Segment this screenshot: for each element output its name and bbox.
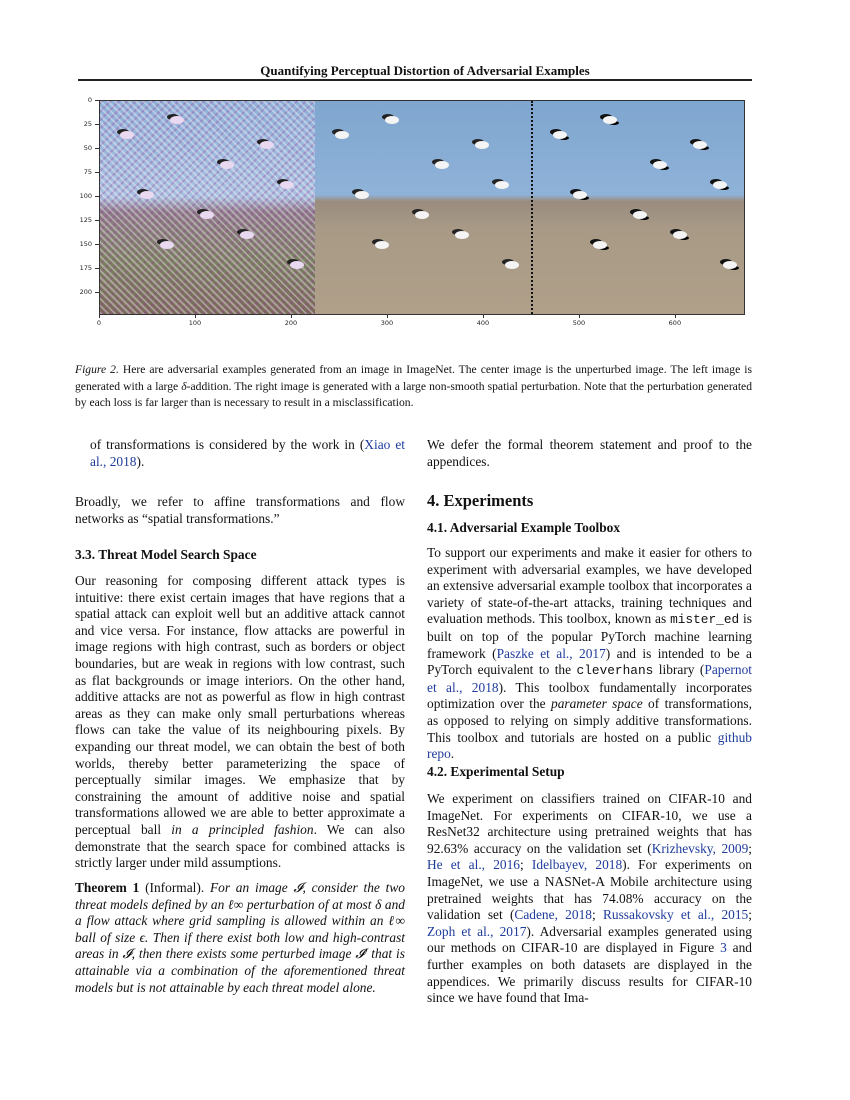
text-segment: of transformations is considered by the work in ( <box>90 437 365 452</box>
bird-shape <box>593 241 607 249</box>
y-tick-mark <box>95 124 99 125</box>
text-segment: ). This toolbox fundamentally incorporates optimization over the <box>427 679 752 712</box>
text-segment: ) and is intended to be a PyTorch equivalent to the <box>427 645 753 678</box>
y-tick-label: 50 <box>83 143 92 152</box>
list-continuation <box>90 437 405 470</box>
text-segment: library ( <box>653 662 705 678</box>
figure-2-image <box>99 100 745 315</box>
x-tick-label: 400 <box>476 319 490 327</box>
bird-shape <box>120 131 134 139</box>
x-tick-label: 200 <box>284 319 298 327</box>
section-heading-3-3: 3.3. Threat Model Search Space <box>75 547 257 562</box>
bird-shape <box>723 261 737 269</box>
y-tick-mark <box>95 148 99 149</box>
header-rule <box>78 79 752 81</box>
y-tick-label: 25 <box>83 119 92 128</box>
bird-shape <box>673 231 687 239</box>
paragraph-toolbox <box>427 545 752 763</box>
bird-shape <box>415 211 429 219</box>
citation-link[interactable]: Krizhevsky, 2009 <box>651 840 749 856</box>
figure-caption <box>75 362 752 412</box>
unperturbed-image <box>315 101 531 314</box>
citation-link[interactable]: Papernot et al., 2018 <box>427 662 752 695</box>
text-segment: and further examples on both datasets are displayed in the appendices. We primarily discuss results for CIFAR-10 since we have found that Ima- <box>427 940 752 1006</box>
bird-shape <box>633 211 647 219</box>
bird-shape <box>240 231 254 239</box>
text-segment: ). <box>136 453 145 469</box>
bird-shape <box>385 116 399 124</box>
bird-shape <box>140 191 154 199</box>
y-tick-label: 150 <box>79 239 92 248</box>
x-tick-label: 0 <box>96 319 102 327</box>
section-heading-4: 4. Experiments <box>427 491 534 510</box>
text-segment: (Informal). <box>139 880 210 895</box>
text-segment: in a principled fashion <box>171 821 314 837</box>
y-tick-mark <box>95 220 99 221</box>
text-segment: of transformations, as opposed to relying on simply additive transformations. This toolbox and tutorials are hosted on a public <box>427 696 752 745</box>
bird-shape <box>693 141 707 149</box>
text-segment: ). Adversarial examples generated using our methods on CIFAR-10 are displayed in Figure <box>427 923 752 956</box>
running-title: Quantifying Perceptual Distortion of Adversarial Examples <box>260 63 590 78</box>
citation-link[interactable]: Xiao et al., 2018 <box>90 437 405 469</box>
y-tick-label: 100 <box>79 191 92 200</box>
y-tick-mark <box>95 196 99 197</box>
y-tick-label: 125 <box>79 215 92 224</box>
citation-link[interactable]: github repo <box>427 729 752 762</box>
text-segment: -addition. The right image is generated with a large non-smooth spatial perturbation. Note that the perturbation generated by each loss is far larger than is necessary to result in a misclassification. <box>75 379 752 409</box>
citation-link[interactable]: Idelbayev, 2018 <box>531 857 623 873</box>
bird-shape <box>260 141 274 149</box>
text-segment: ; <box>520 857 532 873</box>
x-tick-label: 100 <box>188 319 202 327</box>
text-segment: is built on top of the popular PyTorch machine learning framework ( <box>427 611 752 661</box>
citation-link[interactable]: Cadene, 2018 <box>514 907 592 923</box>
bird-shape <box>290 261 304 269</box>
bird-shape <box>435 161 449 169</box>
bird-shape <box>553 131 567 139</box>
bird-shape <box>375 241 389 249</box>
bird-shape <box>200 211 214 219</box>
text-segment: ; <box>591 907 603 923</box>
bird-shape <box>160 241 174 249</box>
x-tick-label: 300 <box>380 319 394 327</box>
text-segment: ; <box>748 907 752 923</box>
y-tick-mark <box>95 268 99 269</box>
section-heading-4-1: 4.1. Adversarial Example Toolbox <box>427 520 621 535</box>
y-tick-mark <box>95 100 99 101</box>
paragraph-setup <box>427 791 752 1007</box>
text-segment: We experiment on classifiers trained on CIFAR-10 and ImageNet. For experiments on CIFAR-10, we use a ResNet32 architecture using pretrained weights that has 92.63% accuracy on the validation set ( <box>427 791 752 856</box>
y-tick-mark <box>95 244 99 245</box>
x-tick-mark <box>195 315 196 318</box>
section-heading-4-2: 4.2. Experimental Setup <box>427 764 565 779</box>
x-tick-mark <box>579 315 580 318</box>
y-tick-label: 175 <box>79 263 92 272</box>
bird-shape <box>170 116 184 124</box>
text-segment: parameter space <box>551 696 643 712</box>
text-segment: cleverhans <box>576 663 654 679</box>
x-tick-mark <box>483 315 484 318</box>
citation-link[interactable]: Russakovsky et al., 2015 <box>602 907 749 923</box>
x-tick-mark <box>99 315 100 318</box>
text-segment: To support our experiments and make it easier for others to experiment with adversarial examples, we have developed an extensive adversarial example toolbox that incorporates a variety of state-of-the-art attacks, training techniques and evaluation methods. This toolbox, known as <box>427 545 752 627</box>
bird-shape <box>335 131 349 139</box>
x-tick-mark <box>387 315 388 318</box>
text-segment: Here are adversarial examples generated from an image in ImageNet. The center image is the unperturbed image. The left image is generated with a large <box>75 363 752 393</box>
text-segment: For an image 𝓘, consider the two threat models defined by an ℓ∞ perturbation of at most δ and a flow attack where grid sampling is allowed within an ℓ∞ ball of size ϵ. Then if there exist both low and high-contrast areas in 𝓘, then there exists some perturbed image 𝓘′ that is attainable via a combination of the aforementioned threat models but is not attainable by each threat model alone. <box>75 880 405 995</box>
paragraph-threat-model <box>75 573 405 872</box>
y-tick-label: 200 <box>79 287 92 296</box>
adversarial-spatial-image <box>531 101 745 314</box>
y-tick-label: 0 <box>87 96 92 104</box>
bird-shape <box>220 161 234 169</box>
citation-link[interactable]: 3 <box>720 940 727 956</box>
x-tick-label: 500 <box>572 319 586 327</box>
y-tick-mark <box>95 292 99 293</box>
text-segment: δ <box>181 379 187 393</box>
bird-shape <box>280 181 294 189</box>
x-tick-label: 600 <box>668 319 682 327</box>
text-segment: Theorem 1 <box>75 880 140 895</box>
adversarial-additive-image <box>100 101 315 314</box>
paragraph-broadly <box>75 494 405 527</box>
y-tick-mark <box>95 172 99 173</box>
text-segment: Broadly, we refer to affine transformations and flow networks as “spatial transformations.” <box>75 494 405 526</box>
citation-link[interactable]: Zoph et al., 2017 <box>427 923 527 939</box>
paragraph-defer <box>427 437 752 470</box>
bird-shape <box>603 116 617 124</box>
text-segment: ). For experiments on ImageNet, we use a NASNet-A Mobile architecture using pretrained weights that has 74.08% accuracy on the validation set ( <box>427 857 752 923</box>
text-segment: Our reasoning for composing different attack types is intuitive: there exist certain images that have regions that a spatial attack can exploit well but an additive attack cannot and vice versa. For instance, flow attacks are powerful in image regions with high contrast, such as borders or object boundaries, but are weak in regions with low contrast, such as flat backgrounds or image interiors. On the other hand, additive attacks are not as powerful as flow in high contrast areas as they can make only small perturbations whereas flows can take the value of its neighbouring pixels. By expanding our threat model, we can obtain the best of both worlds, thereby better parameterizing the space of perceptually similar images. We emphasize that by constraining the amount of additive noise and spatial transformations allowed we are able to better approximate a perceptual ball <box>75 573 405 837</box>
bird-shape <box>505 261 519 269</box>
citation-link[interactable]: He et al., 2016 <box>427 857 520 873</box>
text-segment: ; <box>748 840 752 856</box>
x-tick-mark <box>291 315 292 318</box>
text-segment: mister_ed <box>670 612 740 628</box>
bird-shape <box>653 161 667 169</box>
bird-shape <box>713 181 727 189</box>
bird-shape <box>355 191 369 199</box>
bird-shape <box>495 181 509 189</box>
y-tick-label: 75 <box>83 167 92 176</box>
text-segment: . <box>450 746 455 762</box>
citation-link[interactable]: Paszke et al., 2017 <box>496 645 606 661</box>
text-segment: . We can also demonstrate that the search space for combined attacks is strictly larger under mild assumptions. <box>75 821 405 871</box>
text-segment: Figure 2. <box>75 363 119 376</box>
theorem-1 <box>75 880 405 996</box>
text-segment: We defer the formal theorem statement and proof to the appendices. <box>427 437 752 469</box>
bird-shape <box>475 141 489 149</box>
bird-shape <box>573 191 587 199</box>
bird-shape <box>455 231 469 239</box>
x-tick-mark <box>675 315 676 318</box>
